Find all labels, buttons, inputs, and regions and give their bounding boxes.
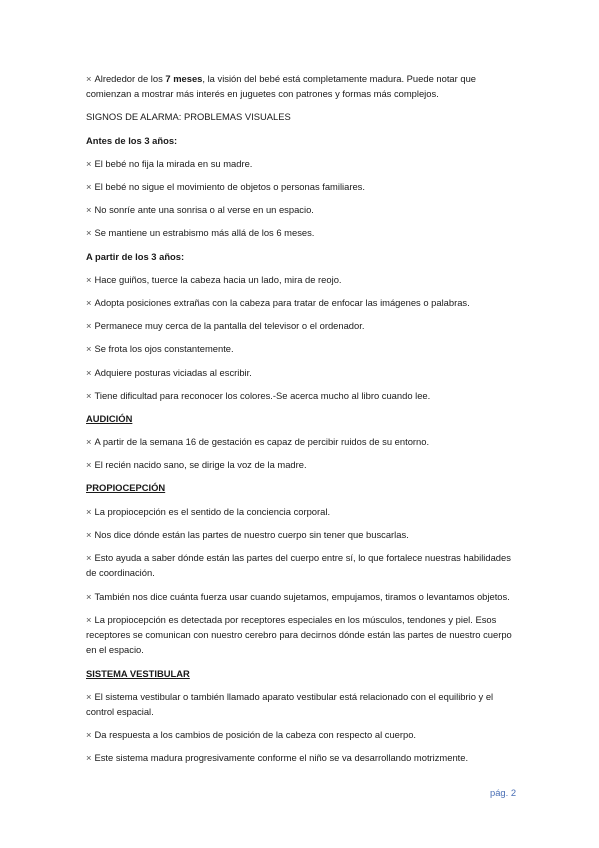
page-number: pág. 2 [490,787,517,798]
list-item [86,612,516,658]
list-item-text: El sistema vestibular o también llamado aparato vestibular está relacionado con el equilibrio y el control espacial. [86,690,494,717]
bullet-paragraph [86,71,516,102]
list-item [86,179,516,194]
list-item-text: Tiene dificultad para reconocer los colores.-Se acerca mucho al libro cuando lee. [94,389,431,401]
list-item-text: No sonríe ante una sonrisa o al verse en un espacio. [94,204,314,216]
bullet-x-icon: × [86,157,92,169]
list-item [86,689,516,720]
bullet-x-icon: × [86,389,92,401]
bullet-x-icon: × [86,181,92,193]
list-item [86,341,516,356]
list-item [86,202,516,217]
document-body [86,71,516,774]
list-item-text: Esto ayuda a saber dónde están las partes del cuerpo entre sí, lo que fortalece nuestras habilidades de coordinación. [86,552,511,579]
paragraph-text: , la visión del bebé está completamente madura. Puede notar que comienzan a mostrar más interés en juguetes con patrones y formas más complejos. [86,73,477,100]
list-item-text: También nos dice cuánta fuerza usar cuando sujetamos, empujamos, tiramos o levantamos objetos. [94,590,510,602]
list-item-text: Se mantiene un estrabismo más allá de los 6 meses. [94,227,315,239]
bullet-x-icon: × [86,204,92,216]
section-title: SISTEMA VESTIBULAR [86,667,190,679]
list-item [86,156,516,171]
list-item [86,388,516,403]
bullet-x-icon: × [86,436,92,448]
bullet-x-icon: × [86,690,92,702]
list-item-text: Da respuesta a los cambios de posición de la cabeza con respecto al cuerpo. [94,729,417,741]
list-item [86,527,516,542]
bullet-x-icon: × [86,590,92,602]
list-item [86,225,516,240]
bullet-x-icon: × [86,613,92,625]
list-item-text: Permanece muy cerca de la pantalla del televisor o el ordenador. [94,320,365,332]
list-item [86,727,516,742]
paragraph-text: Alrededor de los [94,73,166,84]
section-title: PROPIOCEPCIÓN [86,482,166,494]
list-item [86,504,516,519]
subheading: A partir de los 3 años: [86,250,185,262]
list-item [86,295,516,310]
list-item [86,434,516,449]
bullet-x-icon: × [86,273,92,285]
bullet-x-icon: × [86,552,92,564]
bullet-x-icon: × [86,73,92,84]
list-item-text: El bebé no fija la mirada en su madre. [94,157,253,169]
bullet-x-icon: × [86,752,92,764]
list-item-text: Nos dice dónde están las partes de nuestro cuerpo sin tener que buscarlas. [94,528,409,540]
bullet-x-icon: × [86,505,92,517]
bullet-x-icon: × [86,227,92,239]
list-item-text: Adopta posiciones extrañas con la cabeza para tratar de enfocar las imágenes o palabras. [94,296,470,308]
bullet-x-icon: × [86,459,92,471]
subheading: Antes de los 3 años: [86,134,178,146]
list-item-text: Hace guiños, tuerce la cabeza hacia un lado, mira de reojo. [94,273,342,285]
list-item [86,550,516,581]
bullet-x-icon: × [86,343,92,355]
list-item-text: El recién nacido sano, se dirige la voz de la madre. [94,459,307,471]
list-item-text: La propiocepción es detectada por receptores especiales en los músculos, tendones y piel. Esos receptores se comunican con nuestro cerebro para decirnos dónde están las partes de nuestro cuerpo en el espacio. [86,613,512,656]
list-item [86,365,516,380]
section-heading: SIGNOS DE ALARMA: PROBLEMAS VISUALES [86,111,291,123]
list-item [86,457,516,472]
list-item [86,750,516,765]
list-item-text: Este sistema madura progresivamente conforme el niño se va desarrollando motrizmente. [94,752,469,764]
list-item-text: Se frota los ojos constantemente. [94,343,234,355]
bullet-x-icon: × [86,729,92,741]
list-item [86,318,516,333]
section-title: AUDICIÓN [86,412,133,424]
bullet-x-icon: × [86,366,92,378]
bullet-x-icon: × [86,320,92,332]
emphasis-text: 7 meses [165,73,203,84]
list-item-text: La propiocepción es el sentido de la conciencia corporal. [94,505,331,517]
list-item-text: El bebé no sigue el movimiento de objetos o personas familiares. [94,181,365,193]
list-item [86,589,516,604]
list-item-text: Adquiere posturas viciadas al escribir. [94,366,252,378]
list-item [86,272,516,287]
bullet-x-icon: × [86,296,92,308]
bullet-x-icon: × [86,528,92,540]
list-item-text: A partir de la semana 16 de gestación es capaz de percibir ruidos de su entorno. [94,436,430,448]
